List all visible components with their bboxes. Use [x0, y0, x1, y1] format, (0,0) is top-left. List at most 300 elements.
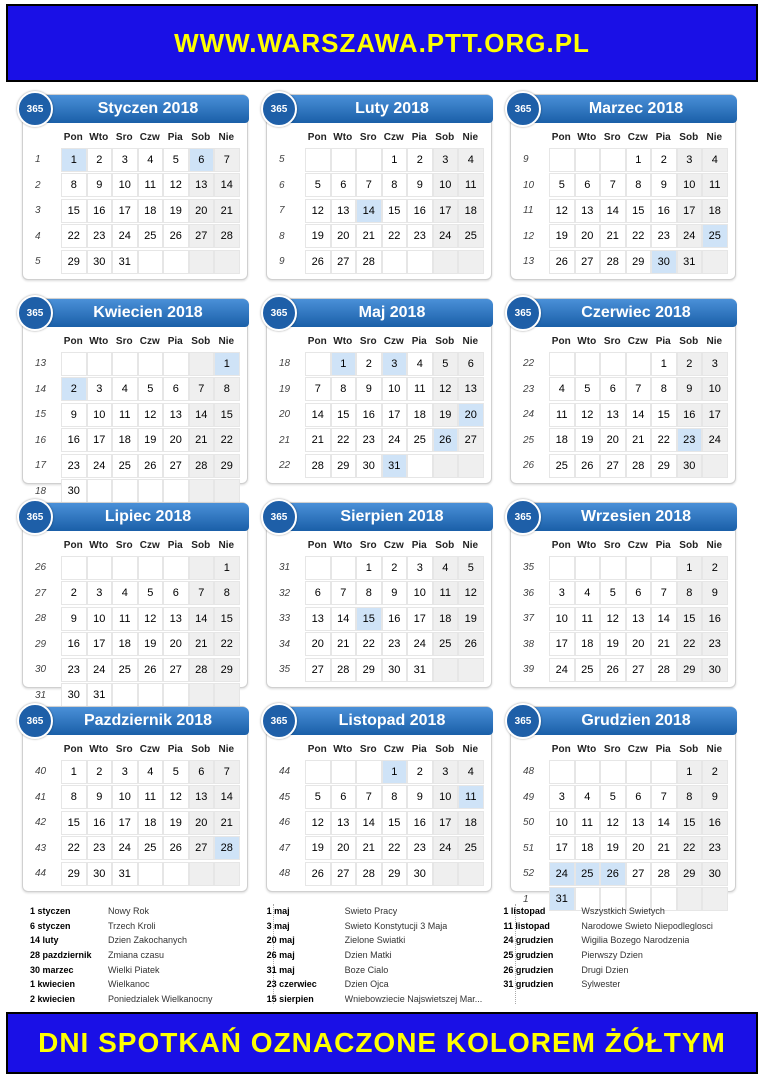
holiday-name: Poniedzialek Wielkanocny	[108, 993, 213, 1004]
day-cell: 5	[600, 785, 626, 809]
day-cell: 18	[112, 428, 138, 452]
week-row	[275, 632, 487, 658]
day-cell: 16	[87, 811, 113, 835]
day-cell: 12	[138, 607, 164, 631]
holiday-row	[30, 904, 267, 919]
day-cell: 23	[61, 454, 87, 478]
day-cell: 29	[626, 250, 652, 274]
day-cell: 31	[112, 250, 138, 274]
day-cell: 2	[61, 377, 87, 401]
day-cell: 4	[112, 581, 138, 605]
empty-day-cell	[433, 862, 459, 886]
empty-day-cell	[549, 352, 575, 376]
day-cell: 16	[407, 199, 433, 223]
day-cell: 25	[549, 454, 575, 478]
holiday-list	[30, 904, 740, 1008]
holiday-name: Dzien Zakochanych	[108, 935, 188, 946]
empty-day-cell	[458, 454, 484, 478]
badge-label: 365	[270, 307, 288, 319]
day-cell: 12	[549, 199, 575, 223]
day-cell: 1	[356, 556, 382, 580]
month-header	[281, 299, 493, 327]
day-cell: 6	[305, 581, 331, 605]
weekday-label: Czw	[626, 129, 652, 147]
day-cell: 27	[163, 454, 189, 478]
day-cell: 21	[189, 632, 215, 656]
week-row	[275, 785, 487, 811]
holiday-row	[30, 962, 267, 977]
day-cell: 28	[214, 836, 240, 860]
day-cell: 12	[163, 785, 189, 809]
day-cell: 12	[305, 811, 331, 835]
day-cell: 11	[138, 173, 164, 197]
day-cell: 31	[87, 683, 113, 707]
day-cell: 12	[600, 811, 626, 835]
week-row	[519, 402, 731, 428]
day-cell: 16	[356, 403, 382, 427]
day-cell: 14	[189, 403, 215, 427]
holiday-date: 15 sierpien	[266, 993, 314, 1004]
empty-day-cell	[575, 556, 601, 580]
month-table	[31, 537, 243, 708]
badge-365-icon	[17, 295, 53, 331]
weekday-label: Czw	[138, 333, 164, 351]
day-cell: 1	[331, 352, 357, 376]
month-table	[275, 129, 487, 275]
weekday-label: Sro	[356, 741, 382, 759]
weekday-header-row	[275, 537, 487, 555]
holiday-name: Wszystkich Swietych	[581, 906, 665, 917]
weekday-label: Sob	[433, 537, 459, 555]
day-cell: 18	[549, 428, 575, 452]
day-cell: 22	[382, 836, 408, 860]
day-cell: 28	[356, 862, 382, 886]
empty-day-cell	[433, 658, 459, 682]
day-cell: 26	[305, 862, 331, 886]
week-row	[519, 453, 731, 479]
day-cell: 15	[356, 607, 382, 631]
day-cell: 13	[458, 377, 484, 401]
day-cell: 2	[702, 760, 728, 784]
day-cell: 11	[112, 607, 138, 631]
empty-day-cell	[651, 760, 677, 784]
empty-day-cell	[651, 556, 677, 580]
day-cell: 17	[87, 632, 113, 656]
week-row	[31, 224, 243, 250]
week-number: 5	[35, 256, 41, 268]
empty-day-cell	[549, 556, 575, 580]
day-cell: 26	[458, 632, 484, 656]
day-cell: 8	[677, 581, 703, 605]
day-cell: 17	[87, 428, 113, 452]
day-cell: 10	[112, 785, 138, 809]
week-number: 7	[279, 205, 285, 217]
week-number: 28	[35, 613, 47, 625]
day-cell: 24	[549, 658, 575, 682]
empty-day-cell	[189, 683, 215, 707]
empty-day-cell	[331, 148, 357, 172]
day-cell: 13	[331, 199, 357, 223]
day-cell: 29	[61, 862, 87, 886]
day-cell: 29	[61, 250, 87, 274]
day-cell: 6	[458, 352, 484, 376]
holiday-date: 23 czerwiec	[266, 979, 317, 990]
week-number: 42	[35, 817, 47, 829]
top-banner	[6, 4, 758, 82]
week-row	[31, 402, 243, 428]
day-cell: 10	[87, 607, 113, 631]
empty-day-cell	[549, 760, 575, 784]
day-cell: 14	[356, 199, 382, 223]
day-cell: 29	[677, 862, 703, 886]
empty-day-cell	[163, 556, 189, 580]
empty-day-cell	[600, 148, 626, 172]
empty-day-cell	[163, 352, 189, 376]
day-cell: 9	[61, 403, 87, 427]
day-cell: 1	[382, 760, 408, 784]
day-cell: 19	[575, 428, 601, 452]
weekday-label: Pia	[651, 537, 677, 555]
website-url[interactable]: WWW.WARSZAWA.PTT.ORG.PL	[174, 27, 590, 58]
empty-day-cell	[305, 148, 331, 172]
day-cell: 25	[433, 632, 459, 656]
month-title: Pazdziernik 2018	[83, 712, 213, 729]
day-cell: 13	[575, 199, 601, 223]
day-cell: 6	[189, 760, 215, 784]
holiday-row	[267, 904, 504, 919]
week-row	[519, 785, 731, 811]
day-cell: 7	[189, 581, 215, 605]
day-cell: 13	[626, 607, 652, 631]
holiday-date: 6 styczen	[30, 920, 71, 931]
day-cell: 30	[677, 454, 703, 478]
empty-day-cell	[626, 556, 652, 580]
week-row	[275, 581, 487, 607]
day-cell: 7	[626, 377, 652, 401]
day-cell: 6	[600, 377, 626, 401]
day-cell: 30	[702, 862, 728, 886]
day-cell: 28	[600, 250, 626, 274]
day-cell: 27	[626, 658, 652, 682]
month-table	[275, 741, 487, 887]
month-title: Kwiecien 2018	[93, 304, 203, 321]
month-header	[525, 95, 737, 123]
day-cell: 23	[702, 632, 728, 656]
day-cell: 2	[702, 556, 728, 580]
day-cell: 8	[651, 377, 677, 401]
day-cell: 7	[214, 148, 240, 172]
day-cell: 27	[626, 862, 652, 886]
day-cell: 13	[189, 173, 215, 197]
empty-day-cell	[575, 760, 601, 784]
week-row	[275, 249, 487, 275]
holiday-date: 30 marzec	[30, 964, 74, 975]
day-cell: 29	[331, 454, 357, 478]
holiday-date: 3 maj	[266, 920, 290, 931]
holiday-name: Dzien Matki	[344, 950, 392, 961]
week-number: 18	[35, 485, 47, 497]
week-number: 46	[279, 817, 291, 829]
empty-day-cell	[458, 862, 484, 886]
day-cell: 29	[214, 454, 240, 478]
week-row	[519, 173, 731, 199]
weekday-label: Sro	[112, 741, 138, 759]
week-row	[31, 657, 243, 683]
day-cell: 5	[305, 785, 331, 809]
week-number: 2	[35, 179, 41, 191]
day-cell: 22	[626, 224, 652, 248]
week-row	[519, 351, 731, 377]
day-cell: 15	[626, 199, 652, 223]
week-number: 35	[279, 664, 291, 676]
badge-label: 365	[270, 103, 288, 115]
weekday-label: Wto	[575, 129, 601, 147]
day-cell: 29	[382, 862, 408, 886]
day-cell: 9	[87, 173, 113, 197]
day-cell: 12	[575, 403, 601, 427]
weekday-label: Czw	[138, 129, 164, 147]
day-cell: 23	[61, 658, 87, 682]
day-cell: 4	[138, 760, 164, 784]
month-title: Grudzien 2018	[581, 712, 691, 729]
week-number: 31	[35, 689, 47, 701]
day-cell: 11	[702, 173, 728, 197]
week-number: 25	[523, 434, 535, 446]
weekday-label: Czw	[382, 129, 408, 147]
week-row	[31, 683, 243, 709]
day-cell: 22	[331, 428, 357, 452]
week-number: 9	[279, 256, 285, 268]
badge-label: 365	[26, 103, 44, 115]
weekday-label: Sob	[433, 741, 459, 759]
day-cell: 4	[458, 760, 484, 784]
weekday-label: Pon	[61, 537, 87, 555]
day-cell: 7	[651, 785, 677, 809]
day-cell: 4	[458, 148, 484, 172]
week-row	[275, 810, 487, 836]
day-cell: 26	[305, 250, 331, 274]
weekday-label: Pon	[305, 537, 331, 555]
empty-day-cell	[163, 479, 189, 503]
empty-day-cell	[138, 479, 164, 503]
holiday-row	[30, 948, 267, 963]
day-cell: 30	[61, 683, 87, 707]
day-cell: 9	[677, 377, 703, 401]
month-title: Styczen 2018	[97, 100, 199, 117]
week-number: 45	[279, 791, 291, 803]
month-calendar	[22, 502, 248, 702]
empty-day-cell	[600, 352, 626, 376]
month-header	[281, 503, 493, 531]
weekday-label: Wto	[87, 333, 113, 351]
week-row	[519, 428, 731, 454]
day-cell: 18	[575, 632, 601, 656]
week-row	[31, 785, 243, 811]
day-cell: 26	[433, 428, 459, 452]
day-cell: 30	[356, 454, 382, 478]
month-title: Listopad 2018	[338, 712, 446, 729]
day-cell: 1	[651, 352, 677, 376]
day-cell: 16	[61, 428, 87, 452]
holiday-date: 28 pazdziernik	[30, 950, 92, 961]
weekday-header-row	[275, 129, 487, 147]
weekday-label: Czw	[626, 741, 652, 759]
week-number: 48	[523, 766, 535, 778]
day-cell: 22	[356, 632, 382, 656]
day-cell: 21	[600, 224, 626, 248]
week-row	[275, 377, 487, 403]
day-cell: 16	[87, 199, 113, 223]
holiday-name: Pierwszy Dzien	[581, 950, 643, 961]
day-cell: 4	[407, 352, 433, 376]
day-cell: 1	[214, 556, 240, 580]
month-calendar	[510, 706, 736, 906]
month-header	[525, 503, 737, 531]
empty-day-cell	[305, 556, 331, 580]
weekday-label: Sob	[677, 537, 703, 555]
day-cell: 19	[138, 632, 164, 656]
empty-day-cell	[433, 250, 459, 274]
day-cell: 14	[651, 811, 677, 835]
day-cell: 22	[61, 836, 87, 860]
day-cell: 19	[163, 199, 189, 223]
weekday-label: Nie	[214, 537, 240, 555]
empty-day-cell	[575, 148, 601, 172]
week-row	[31, 555, 243, 581]
weekday-label: Sob	[433, 129, 459, 147]
day-cell: 31	[677, 250, 703, 274]
day-cell: 29	[677, 658, 703, 682]
day-cell: 18	[433, 607, 459, 631]
day-cell: 29	[651, 454, 677, 478]
day-cell: 5	[575, 377, 601, 401]
day-cell: 12	[458, 581, 484, 605]
week-number: 52	[523, 868, 535, 880]
day-cell: 25	[112, 658, 138, 682]
day-cell: 5	[458, 556, 484, 580]
day-cell: 5	[433, 352, 459, 376]
day-cell: 17	[433, 199, 459, 223]
week-number: 20	[279, 409, 291, 421]
month-table	[31, 741, 243, 887]
weekday-label: Sro	[600, 333, 626, 351]
day-cell: 23	[702, 836, 728, 860]
empty-day-cell	[214, 250, 240, 274]
day-cell: 24	[87, 454, 113, 478]
day-cell: 30	[87, 250, 113, 274]
week-number: 15	[35, 409, 47, 421]
weekday-label: Sob	[677, 741, 703, 759]
day-cell: 3	[87, 377, 113, 401]
empty-day-cell	[331, 556, 357, 580]
weekday-header-row	[519, 741, 731, 759]
day-cell: 18	[458, 199, 484, 223]
day-cell: 6	[189, 148, 215, 172]
day-cell: 5	[163, 148, 189, 172]
day-cell: 9	[407, 785, 433, 809]
week-number: 9	[523, 154, 529, 166]
badge-label: 365	[26, 715, 44, 727]
day-cell: 1	[61, 760, 87, 784]
day-cell: 20	[458, 403, 484, 427]
day-cell: 24	[87, 658, 113, 682]
weekday-label: Pon	[305, 741, 331, 759]
empty-day-cell	[702, 250, 728, 274]
week-number: 8	[279, 230, 285, 242]
day-cell: 14	[356, 811, 382, 835]
weekday-label: Czw	[382, 741, 408, 759]
weekday-label: Sob	[189, 537, 215, 555]
day-cell: 30	[651, 250, 677, 274]
day-cell: 22	[214, 428, 240, 452]
empty-day-cell	[163, 862, 189, 886]
day-cell: 21	[651, 632, 677, 656]
holiday-name: Dzien Ojca	[344, 979, 389, 990]
week-number: 37	[523, 613, 535, 625]
day-cell: 24	[433, 224, 459, 248]
footer-text: DNI SPOTKAŃ OZNACZONE KOLOREM ŻÓŁTYM	[38, 1027, 726, 1058]
day-cell: 28	[214, 224, 240, 248]
day-cell: 8	[214, 581, 240, 605]
day-cell: 27	[189, 836, 215, 860]
month-title: Luty 2018	[355, 100, 429, 117]
week-row	[31, 453, 243, 479]
badge-365-icon	[505, 703, 541, 739]
day-cell: 11	[458, 785, 484, 809]
day-cell: 13	[600, 403, 626, 427]
weekday-label: Wto	[331, 537, 357, 555]
day-cell: 8	[382, 173, 408, 197]
day-cell: 6	[626, 581, 652, 605]
day-cell: 7	[356, 173, 382, 197]
month-header	[281, 707, 493, 735]
weekday-label: Nie	[702, 129, 728, 147]
day-cell: 21	[214, 811, 240, 835]
badge-label: 365	[514, 511, 532, 523]
day-cell: 25	[702, 224, 728, 248]
holiday-name: Zielone Swiatki	[344, 935, 406, 946]
day-cell: 2	[61, 581, 87, 605]
day-cell: 18	[458, 811, 484, 835]
day-cell: 11	[549, 403, 575, 427]
month-table	[519, 129, 731, 275]
month-calendar	[22, 298, 248, 498]
day-cell: 24	[112, 836, 138, 860]
day-cell: 15	[214, 403, 240, 427]
month-calendar	[22, 94, 248, 280]
day-cell: 25	[458, 836, 484, 860]
weekday-label: Czw	[382, 537, 408, 555]
weekday-label: Pon	[549, 537, 575, 555]
empty-day-cell	[189, 479, 215, 503]
day-cell: 24	[549, 862, 575, 886]
week-row	[519, 836, 731, 862]
day-cell: 14	[305, 403, 331, 427]
empty-day-cell	[138, 683, 164, 707]
day-cell: 26	[138, 454, 164, 478]
day-cell: 25	[112, 454, 138, 478]
week-row	[519, 198, 731, 224]
day-cell: 25	[138, 836, 164, 860]
week-row	[31, 479, 243, 505]
empty-day-cell	[87, 556, 113, 580]
day-cell: 17	[702, 403, 728, 427]
weekday-label: Sob	[189, 129, 215, 147]
day-cell: 15	[382, 811, 408, 835]
holiday-row	[267, 948, 504, 963]
week-row	[31, 861, 243, 887]
weekday-label: Sro	[356, 333, 382, 351]
